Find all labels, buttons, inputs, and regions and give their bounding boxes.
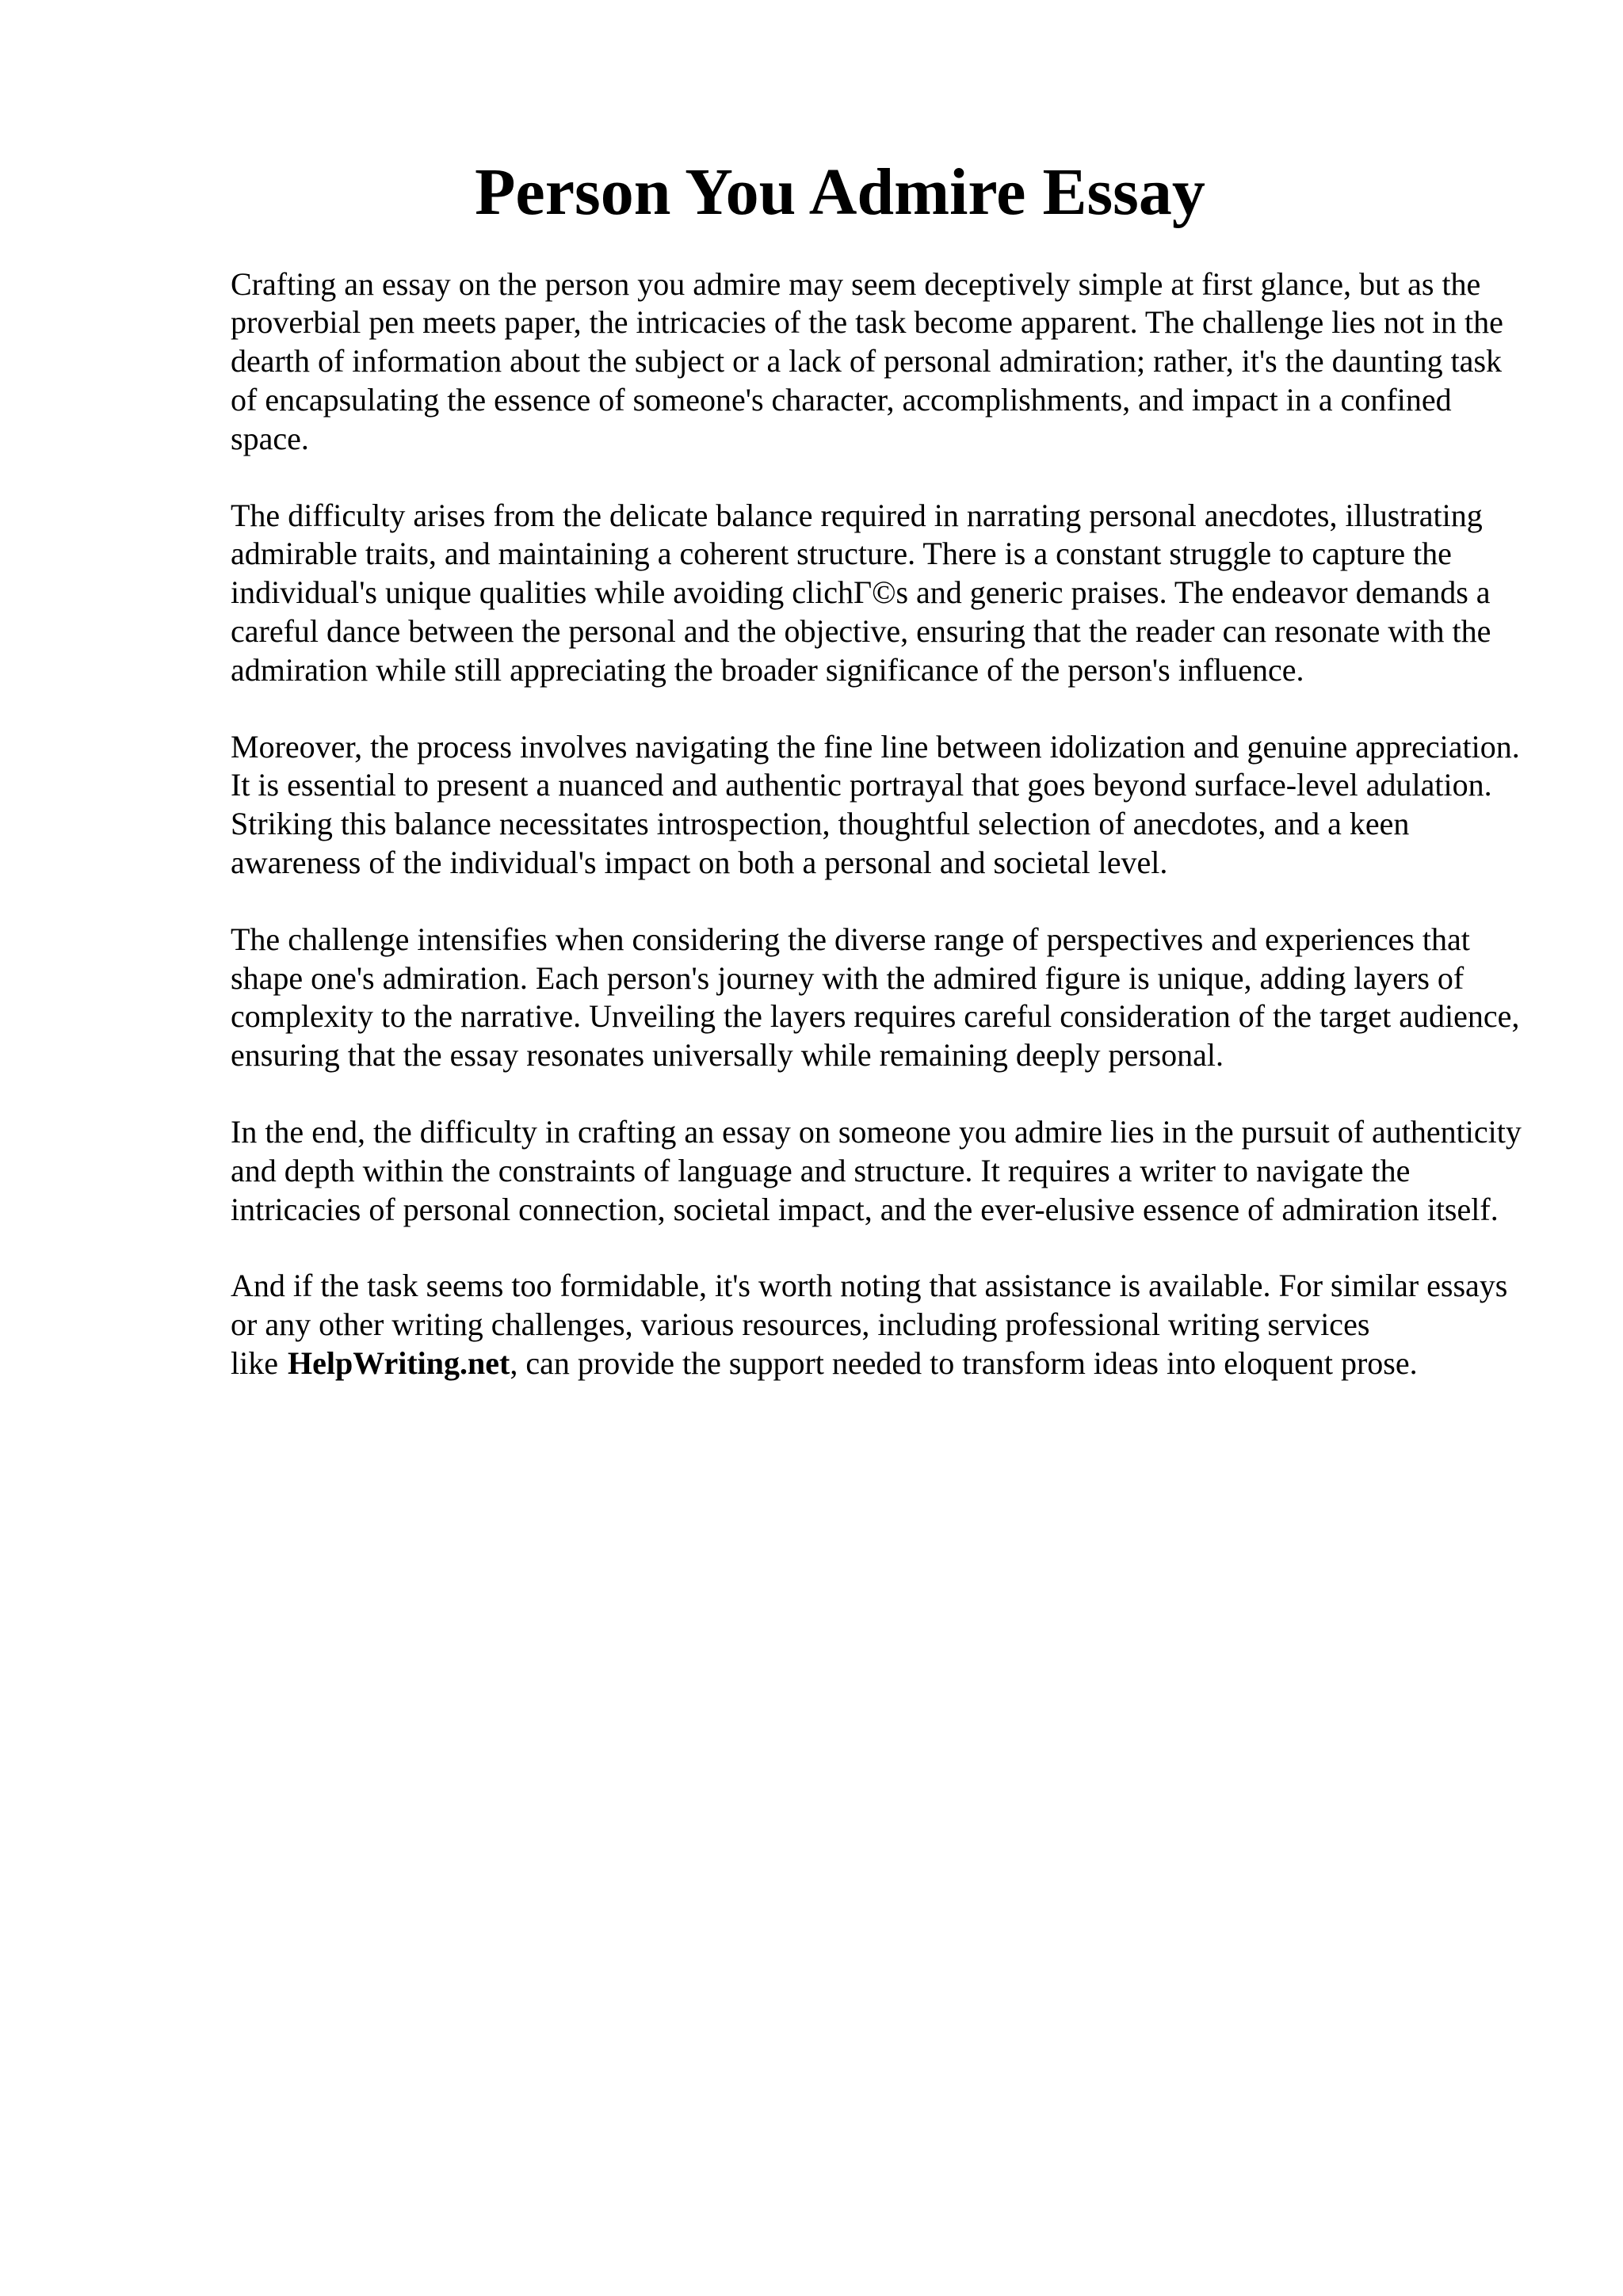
paragraph-closing — [231, 1267, 1530, 1383]
document-title: Person You Admire Essay — [475, 155, 1205, 229]
brand-name: HelpWriting.net — [287, 1344, 510, 1381]
paragraph-5: In the end, the difficulty in crafting an essay on someone you admire lies in the pursuit of authenticity and depth within the constraints of language and structure. It requires a writer to navigate the intricacies of personal connection, societal impact, and the ever-elusive essence of admiration itself. — [231, 1113, 1522, 1227]
document-page — [231, 154, 1530, 1421]
paragraph-3: Moreover, the process involves navigating the fine line between idolization and genuine appreciation. It is essential to present a nuanced and authentic portrayal that goes beyond surface-level adulation. Striking this balance necessitates introspection, thoughtful selection of anecdotes, and a keen awareness of the individual's impact on both a personal and societal level. — [231, 728, 1520, 880]
paragraph-4: The challenge intensifies when considering the diverse range of perspectives and experiences that shape one's admiration. Each person's journey with the admired figure is unique, adding layers of complexity to the narrative. Unveiling the layers requires careful consideration of the target audience, ensuring that the essay resonates universally while remaining deeply personal. — [231, 921, 1520, 1074]
document-body — [231, 265, 1530, 1383]
paragraph-1: Crafting an essay on the person you admire may seem deceptively simple at first glance, but as the proverbial pen meets paper, the intricacies of the task become apparent. The challenge lies not in the dearth of information about the subject or a lack of personal admiration; rather, it's the daunting task of encapsulating the essence of someone's character, accomplishments, and impact in a confined space. — [231, 265, 1503, 456]
closing-text-after: , can provide the support needed to transform ideas into eloquent prose. — [510, 1344, 1418, 1381]
closing-text-before: And if the task seems too formidable, it's worth noting that assistance is available. For similar essays or any other writing challenges, various resources, including professional writing services like — [231, 1268, 1508, 1381]
paragraph-2: The difficulty arises from the delicate balance required in narrating personal anecdotes, illustrating admirable traits, and maintaining a coherent structure. There is a constant struggle to capture the individual's unique qualities while avoiding clichГ©s and generic praises. The endeavor demands a careful dance between the personal and the objective, ensuring that the reader can resonate with the admiration while still appreciating the broader significance of the person's influence. — [231, 497, 1491, 688]
